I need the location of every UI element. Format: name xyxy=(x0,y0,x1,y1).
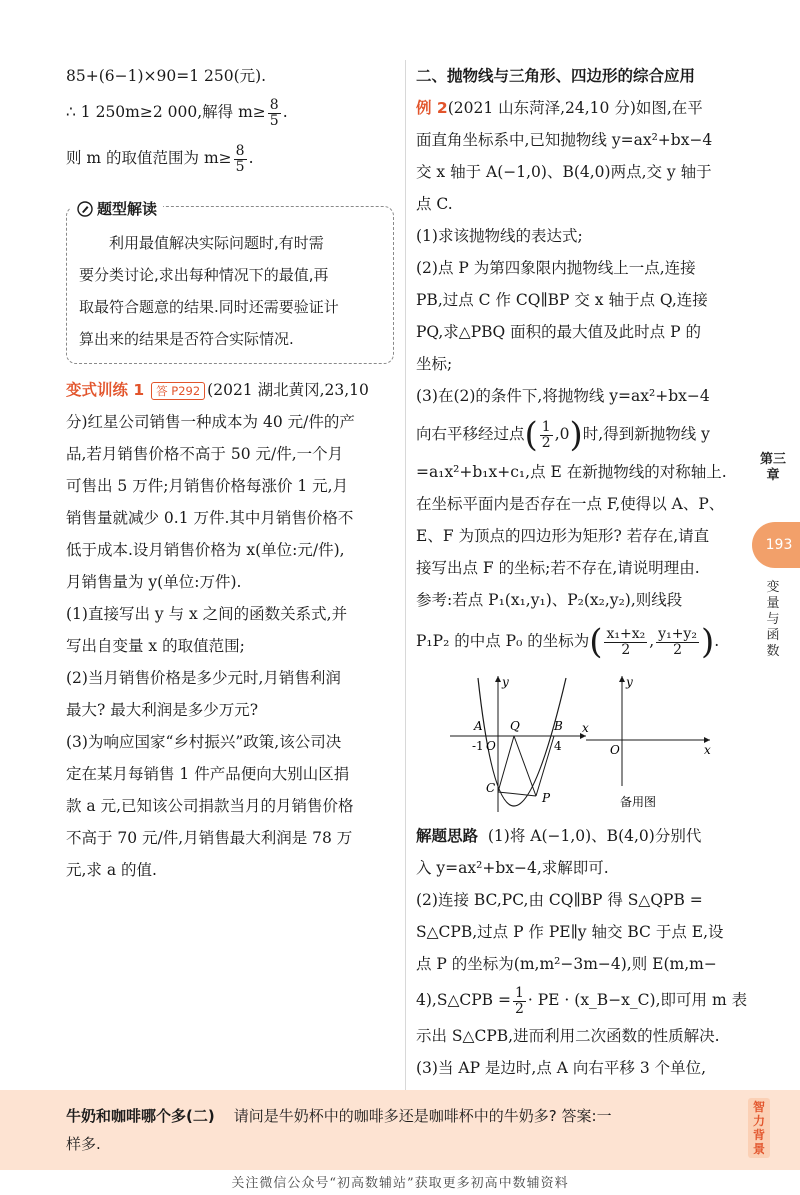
pencil-icon xyxy=(77,201,93,217)
parabola-figure xyxy=(446,674,596,814)
left-column xyxy=(66,60,394,886)
label-q: Q xyxy=(510,719,520,733)
hint-label: 解题思路 xyxy=(416,827,479,845)
text-line: 向右平移经过点( $\frac{1}{2}$ ,0)时,得到新抛物线 y xyxy=(416,415,710,455)
brain-teaser xyxy=(66,1102,738,1158)
text-line: P₁P₂ 的中点 P₀ 的坐标为( $\frac{\text{x₁+x₂}}{2}$ , $\frac{\text{y₁+y₂}}{2}$ ). xyxy=(416,622,720,662)
right-column: 二、抛物线与三角形、四边形的综合应用 例 2(2021 山东菏泽,24,10 分)如图,在平 面直角坐标系中,已知抛物线 y=ax²+bx−4 交 x 轴于 A(−1,0)、B(4,0)两点,交 y 轴于 点 C. (1)求该抛物线的表达式; (2)点 P 为第四象限内抛物线上一点,连接 PB,过点 C 作 CQ∥BP 交 x 轴于点 Q,连接 PQ,求△PBQ 面积的最大值及此时点 P 的 坐标; (3)在(2)的条件下,将抛物线 y=ax²+bx−4 向右平移经过点( $\frac{1}{2}$ ,0)时,得到新抛物线 y =a₁x²+b₁x+c₁,点 E 在新抛物线的对称轴上. 在坐标平面内是否存在一点 F,使得以 A、P、 E、F 为顶点的四边形为矩形? 若存在,请直 接写出点 F 的坐标;若不存在,请说明理由. 参考:若点 P₁(x₁,y₁)、P₂(x₂,y₂),则线段 P₁P₂ 的中点 P₀ 的坐标为( $\frac{\text{x₁+x₂}}{2}$ , $\frac{\text{y₁+y₂}}{2}$ ). A -1 O Q B 4 C P x y O x y 备用图 解题思路 (1)将 A(−1,0)、B(4,0)分别代 入 y=ax²+bx−4,求解即可. (2)连接 BC,PC,由 CQ∥BP 得 S△QPB = S△CPB,过点 P 作 PE∥y 轴交 BC 于点 E,设 点 P 的坐标为(m,m²−3m−4),则 E(m,m− 4),S△CPB = $\frac{1}{2}$ · PE · (x_B−x_C),即可用 m 表 示出 S△CPB,进而利用二次函数的性质解决. (3)当 AP 是边时,点 A 向右平移 3 个单位, xyxy=(416,60,748,1084)
band-tag: 智力背景 xyxy=(748,1098,770,1158)
page-number: 193 xyxy=(752,522,800,568)
label-x: x xyxy=(582,721,589,735)
label-m1: -1 xyxy=(472,739,484,753)
figure-caption: 备用图 xyxy=(620,795,657,809)
text-line: 则 m 的取值范围为 m≥ $\frac{8}{5}$ . xyxy=(66,142,254,175)
fraction: $\frac{8}{5}$ xyxy=(269,96,279,129)
example-head: 例 2(2021 山东菏泽,24,10 分)如图,在平 xyxy=(416,99,703,117)
chapter-subtitle: 变量与函数 xyxy=(766,580,780,659)
exercise-head: 变式训练 1 答 P292 (2021 湖北黄冈,23,10 xyxy=(66,381,369,399)
exercise-block: 变式训练 1 答 P292 (2021 湖北黄冈,23,10 分)红星公司销售一种成本为 40 元/件的产 品,若月销售价格不高于 50 元/件,一个月 可售出 5 万件;月销售价格每涨价 1 元,月 销售量就减少 0.1 万件.其中月销售价格不 低于成本.设月销售价格为 x(单位:元/件), 月销售量为 y(单位:万件). (1)直接写出 y 与 x 之间的函数关系式,并 写出自变量 x 的取值范围; (2)当月销售价格是多少元时,月销售利润 最大? 最大利润是多少万元? (3)为响应国家“乡村振兴”政策,该公司决 定在某月每销售 1 件产品便向大别山区捐 款 a 元,已知该公司捐款当月的月销售价格 不高于 70 元/件,月销售最大利润是 78 万 元,求 a 的值. xyxy=(66,374,394,886)
tip-box xyxy=(66,200,394,364)
exercise-label: 变式训练 1 xyxy=(66,381,145,399)
label-o2: O xyxy=(610,743,620,757)
teaser-text: 请问是牛奶杯中的咖啡多还是咖啡杯中的牛奶多? 答案:一 xyxy=(233,1107,612,1125)
text-line: 4),S△CPB = $\frac{1}{2}$ · PE · (x_B−x_C),即可用 m 表 xyxy=(416,984,748,1017)
label-b: B xyxy=(554,719,563,733)
fraction: $\frac{1}{2}$ xyxy=(514,984,524,1017)
footer-note: 关注微信公众号“初高数辅站”获取更多初高中数辅资料 xyxy=(231,1176,569,1191)
label-4: 4 xyxy=(554,739,562,753)
label-x2: x xyxy=(704,743,711,757)
teaser-text-2: 样多. xyxy=(66,1135,101,1153)
label-a: A xyxy=(474,719,483,733)
chapter-label: 第三章 xyxy=(760,452,787,483)
figure-area xyxy=(416,674,748,814)
label-c: C xyxy=(486,781,496,795)
section-title: 二、抛物线与三角形、四边形的综合应用 xyxy=(416,67,696,85)
fraction: $\frac{8}{5}$ xyxy=(235,142,245,175)
bottom-band xyxy=(0,1090,800,1170)
answer-page-tag[interactable]: 答 P292 xyxy=(151,382,205,400)
text-line: ∴ 1 250m≥2 000,解得 m≥ $\frac{8}{5}$ . xyxy=(66,96,288,129)
label-y: y xyxy=(502,675,509,689)
teaser-title: 牛奶和咖啡哪个多(二) xyxy=(66,1107,215,1125)
fraction: $\frac{\text{y₁+y₂}}{2}$ xyxy=(658,625,697,658)
label-o: O xyxy=(486,739,496,753)
blank-figure xyxy=(586,674,726,814)
tip-title: 题型解读 xyxy=(71,193,163,225)
label-p: P xyxy=(542,791,551,805)
text-line: 85+(6−1)×90=1 250(元). xyxy=(66,67,267,85)
column-divider xyxy=(405,60,406,1090)
hint-head: 解题思路 (1)将 A(−1,0)、B(4,0)分别代 xyxy=(416,827,702,845)
fraction: $\frac{\text{x₁+x₂}}{2}$ xyxy=(606,625,646,658)
fraction: $\frac{1}{2}$ xyxy=(541,418,551,451)
tip-body: 利用最值解决实际问题时,有时需 要分类讨论,求出每种情况下的最值,再 取最符合题意的结果.同时还需要验证计 算出来的结果是否符合实际情况. xyxy=(79,234,339,348)
label-y2: y xyxy=(626,675,633,689)
example-label: 例 2 xyxy=(416,99,448,117)
